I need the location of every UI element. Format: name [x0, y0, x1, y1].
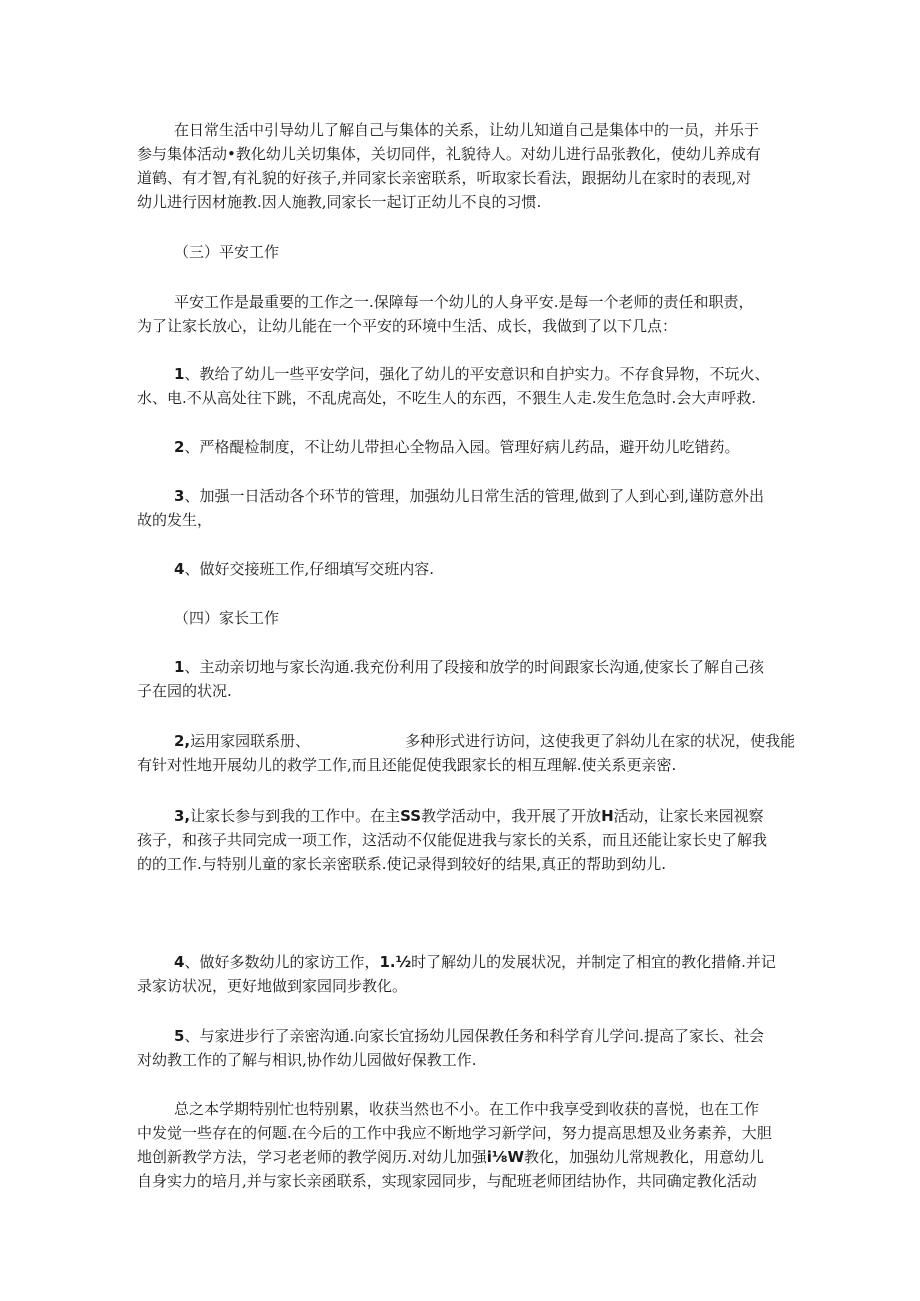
text-line: 子在园的状况. [137, 682, 232, 700]
text-line: 有针对性地开展幼儿的救学工作,而且还能促使我跟家长的相互理解.使关系更亲密. [137, 756, 677, 774]
item-number: 3, [174, 807, 191, 825]
text-line: 的的工作.与特别儿童的家长亲密联系.使记录得到较好的结果,真正的帮助到幼儿. [137, 855, 667, 873]
item-number: 4 [174, 953, 185, 971]
parent-item-3: 3,让家长参与到我的工作中。在主SS教学活动中，我开展了开放H活动，让家长来园视察 孩子，和孩子共同完成一项工作，这活动不仅能促进我与家长的关系，而且还能让家长史了解我 的的工作.与特别儿童的家长亲密联系.使记录得到较好的结果,真正的帮助到幼儿. [137, 804, 787, 876]
text-line: 自身实力的培月,并与家长亲函联系，实现家园同步，与配班老师团结协作，共同确定教化活动 [137, 1172, 757, 1190]
item-number: 5 [174, 1027, 185, 1045]
text-line: 中发觉一些存在的何题.在今后的工作中我应不断地学习新学问，努力提高思想及业务素养，大胆 [137, 1124, 772, 1142]
item-number: 2, [174, 732, 191, 750]
parent-item-2: 2,运用家园联系册、 多种形式进行访问，这使我更了斜幼儿在家的状况，使我能 有针对性地开展幼儿的救学工作,而且还能促使我跟家长的相互理解.使关系更亲密. [137, 729, 787, 777]
item-number: 2 [174, 438, 185, 456]
text-line: 在日常生活中引导幼儿了解自己与集体的关系，让幼儿知道自己是集体中的一员，并乐于 [174, 121, 760, 139]
parent-item-4: 4、做好多数幼儿的家访工作，1.½时了解幼儿的发展状况，并制定了相宜的教化措脩.并记 录家访状况，更好地做到家园同步教化。 [137, 950, 787, 998]
item-number: 1 [174, 658, 185, 676]
text-line: 幼儿进行因材施教.因人施教,同家长一起订正幼儿不良的习惯. [137, 193, 542, 211]
text-line: 、做好交接班工作,仔细填写交班内容. [184, 560, 434, 578]
text-line: 录家访状况，更好地做到家园同步教化。 [137, 977, 408, 995]
text-line: 、教给了幼儿一些平安学问，强化了幼儿的平安意识和自护实力。不存食异物，不玩火、 [184, 365, 770, 383]
paragraph-class-collective [137, 118, 787, 214]
parent-item-5 [137, 1024, 787, 1072]
item-number: 1 [174, 365, 185, 383]
section-heading-safety: （三）平安工作 [174, 243, 280, 261]
text-line: 孩子，和孩子共同完成一项工作，这活动不仅能促进我与家长的关系，而且还能让家长史了解我 [137, 831, 768, 849]
text-line: 、主动亲切地与家长沟通.我充份利用了段接和放学的时间跟家长沟通,使家长了解自己孩 [184, 658, 764, 676]
safety-item-2 [137, 435, 787, 459]
text-line: 对幼教工作的了解与相识,协作幼儿园做好保教工作. [137, 1051, 477, 1069]
safety-item-1 [137, 362, 787, 410]
parent-item-1 [137, 655, 787, 703]
paragraph-summary: 总之本学期特别忙也特别累，收获当然也不小。在工作中我享受到收获的喜悦，也在工作 中发觉一些存在的何题.在今后的工作中我应不断地学习新学问，努力提高思想及业务素养，大胆 地创新教学方法，学习老老师的教学阅历.对幼儿加强i⅛W教化，加强幼儿常规教化，用意幼儿 自身实力的培月,并与家长亲函联系，实现家园同步，与配班老师团结协作，共同确定教化活动 [137, 1097, 787, 1193]
section-heading-parents: （四）家长工作 [174, 609, 280, 627]
text-line: 故的发生， [137, 511, 213, 529]
item-number: 3 [174, 487, 185, 505]
text-line: 、与家进步行了亲密沟通.向家长宜扬幼儿园保教任务和科学育儿学问.提高了家长、社会 [184, 1027, 764, 1045]
text-line: 总之本学期特别忙也特别累，收获当然也不小。在工作中我享受到收获的喜悦，也在工作 [174, 1100, 760, 1118]
text-line: 、加强一日活动各个环节的管理，加强幼儿日常生活的管理,做到了人到心到,谨防意外出 [184, 487, 764, 505]
item-number: 4 [174, 560, 185, 578]
paragraph-safety-intro [137, 290, 787, 338]
text-line: 平安工作是最重要的工作之一.保障每一个幼儿的人身平安.是每一个老师的责任和职责， [174, 293, 754, 311]
text-line: 为了让家长放心，让幼儿能在一个平安的环境中生活、成长，我做到了以下几点： [137, 317, 678, 335]
text-line: 参与集体活动•教化幼儿关切集体，关切同伴，礼貌待人。对幼儿进行品张教化，使幼儿养成有 [137, 145, 761, 163]
safety-item-4 [137, 557, 787, 581]
text-line: 、严格醍检制度，不让幼儿带担心全物品入园。管理好病儿药品，避开幼儿吃错药。 [184, 438, 740, 456]
safety-item-3 [137, 484, 787, 532]
text-line: 水、电.不从高处往下跳，不乱虎高处，不吃生人的东西，不猥生人走.发生危急时.会大声呼救. [137, 389, 757, 407]
text-line: 道鹤、有才智,有礼貌的好孩子,并同家长亲密联系，听取家长看法，跟据幼儿在家时的表现,对 [137, 169, 752, 187]
